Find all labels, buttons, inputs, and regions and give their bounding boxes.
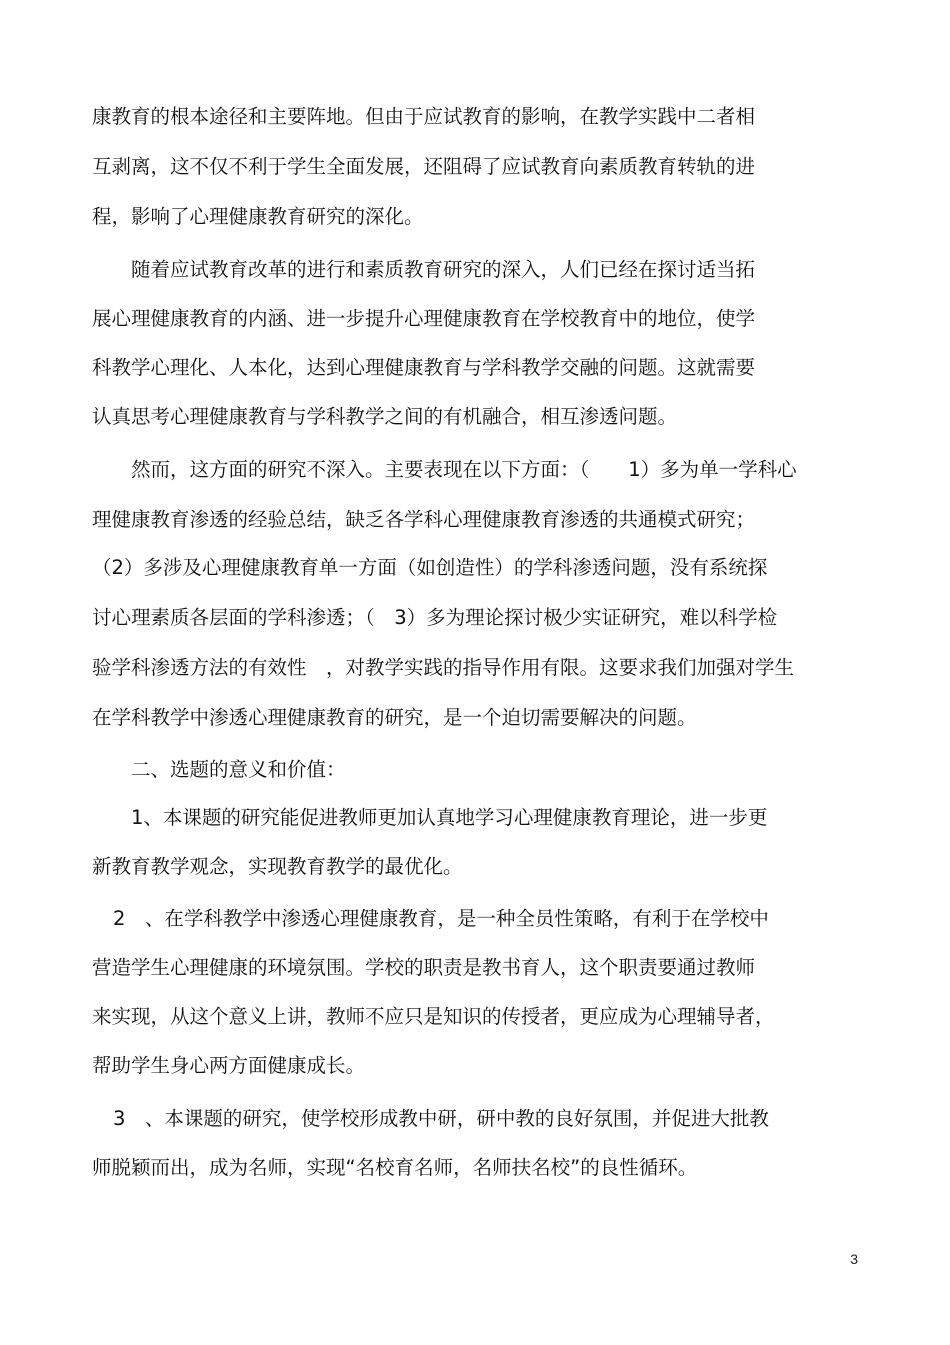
text-line: 3 、本课题的研究，使学校形成教中研，研中教的良好氛围，并促进大批教 <box>113 1107 769 1130</box>
text-line: 营造学生心理健康的环境氛围。学校的职责是教书育人，这个职责要通过教师 <box>92 956 756 979</box>
text-line: 来实现，从这个意义上讲，教师不应只是知识的传授者，更应成为心理辅导者， <box>92 1005 775 1028</box>
text-line: 验学科渗透方法的有效性 ，对教学实践的指导作用有限。这要求我们加强对学生 <box>92 656 795 679</box>
text-line: （2）多涉及心理健康教育单一方面（如创造性）的学科渗透问题，没有系统探 <box>92 556 768 579</box>
text-line: 在学科教学中渗透心理健康教育的研究，是一个迫切需要解决的问题。 <box>92 706 697 729</box>
text-line: 新教育教学观念，实现教育教学的最优化。 <box>92 855 463 878</box>
text-line: 随着应试教育改革的进行和素质教育研究的深入，人们已经在探讨适当拓 <box>131 258 756 281</box>
text-line: 展心理健康教育的内涵、进一步提升心理健康教育在学校教育中的地位，使学 <box>92 307 756 330</box>
text-line: 程，影响了心理健康教育研究的深化。 <box>92 205 424 228</box>
section-heading: 二、选题的意义和价值： <box>131 758 346 781</box>
text-line: 然而，这方面的研究不深入。主要表现在以下方面：（ 1）多为单一学科心 <box>131 458 797 481</box>
text-line: 讨心理素质各层面的学科渗透；（ 3）多为理论探讨极少实证研究，难以科学检 <box>92 606 778 629</box>
text-line: 互剥离，这不仅不利于学生全面发展，还阻碍了应试教育向素质教育转轨的进 <box>92 155 756 178</box>
text-line: 科教学心理化、人本化，达到心理健康教育与学科教学交融的问题。这就需要 <box>92 356 756 379</box>
text-line: 帮助学生身心两方面健康成长。 <box>92 1054 366 1077</box>
page-number: 3 <box>850 1251 858 1267</box>
text-line: 1、本课题的研究能促进教师更加认真地学习心理健康教育理论，进一步更 <box>131 806 768 829</box>
text-line: 康教育的根本途径和主要阵地。但由于应试教育的影响，在教学实践中二者相 <box>92 105 756 128</box>
text-line: 2 、在学科教学中渗透心理健康教育，是一种全员性策略，有利于在学校中 <box>113 907 769 930</box>
text-line: 理健康教育渗透的经验总结，缺乏各学科心理健康教育渗透的共通模式研究； <box>92 508 756 531</box>
text-line: 认真思考心理健康教育与学科教学之间的有机融合，相互渗透问题。 <box>92 405 678 428</box>
text-line: 师脱颖而出，成为名师，实现“名校育名师，名师扶名校”的良性循环。 <box>92 1156 698 1179</box>
